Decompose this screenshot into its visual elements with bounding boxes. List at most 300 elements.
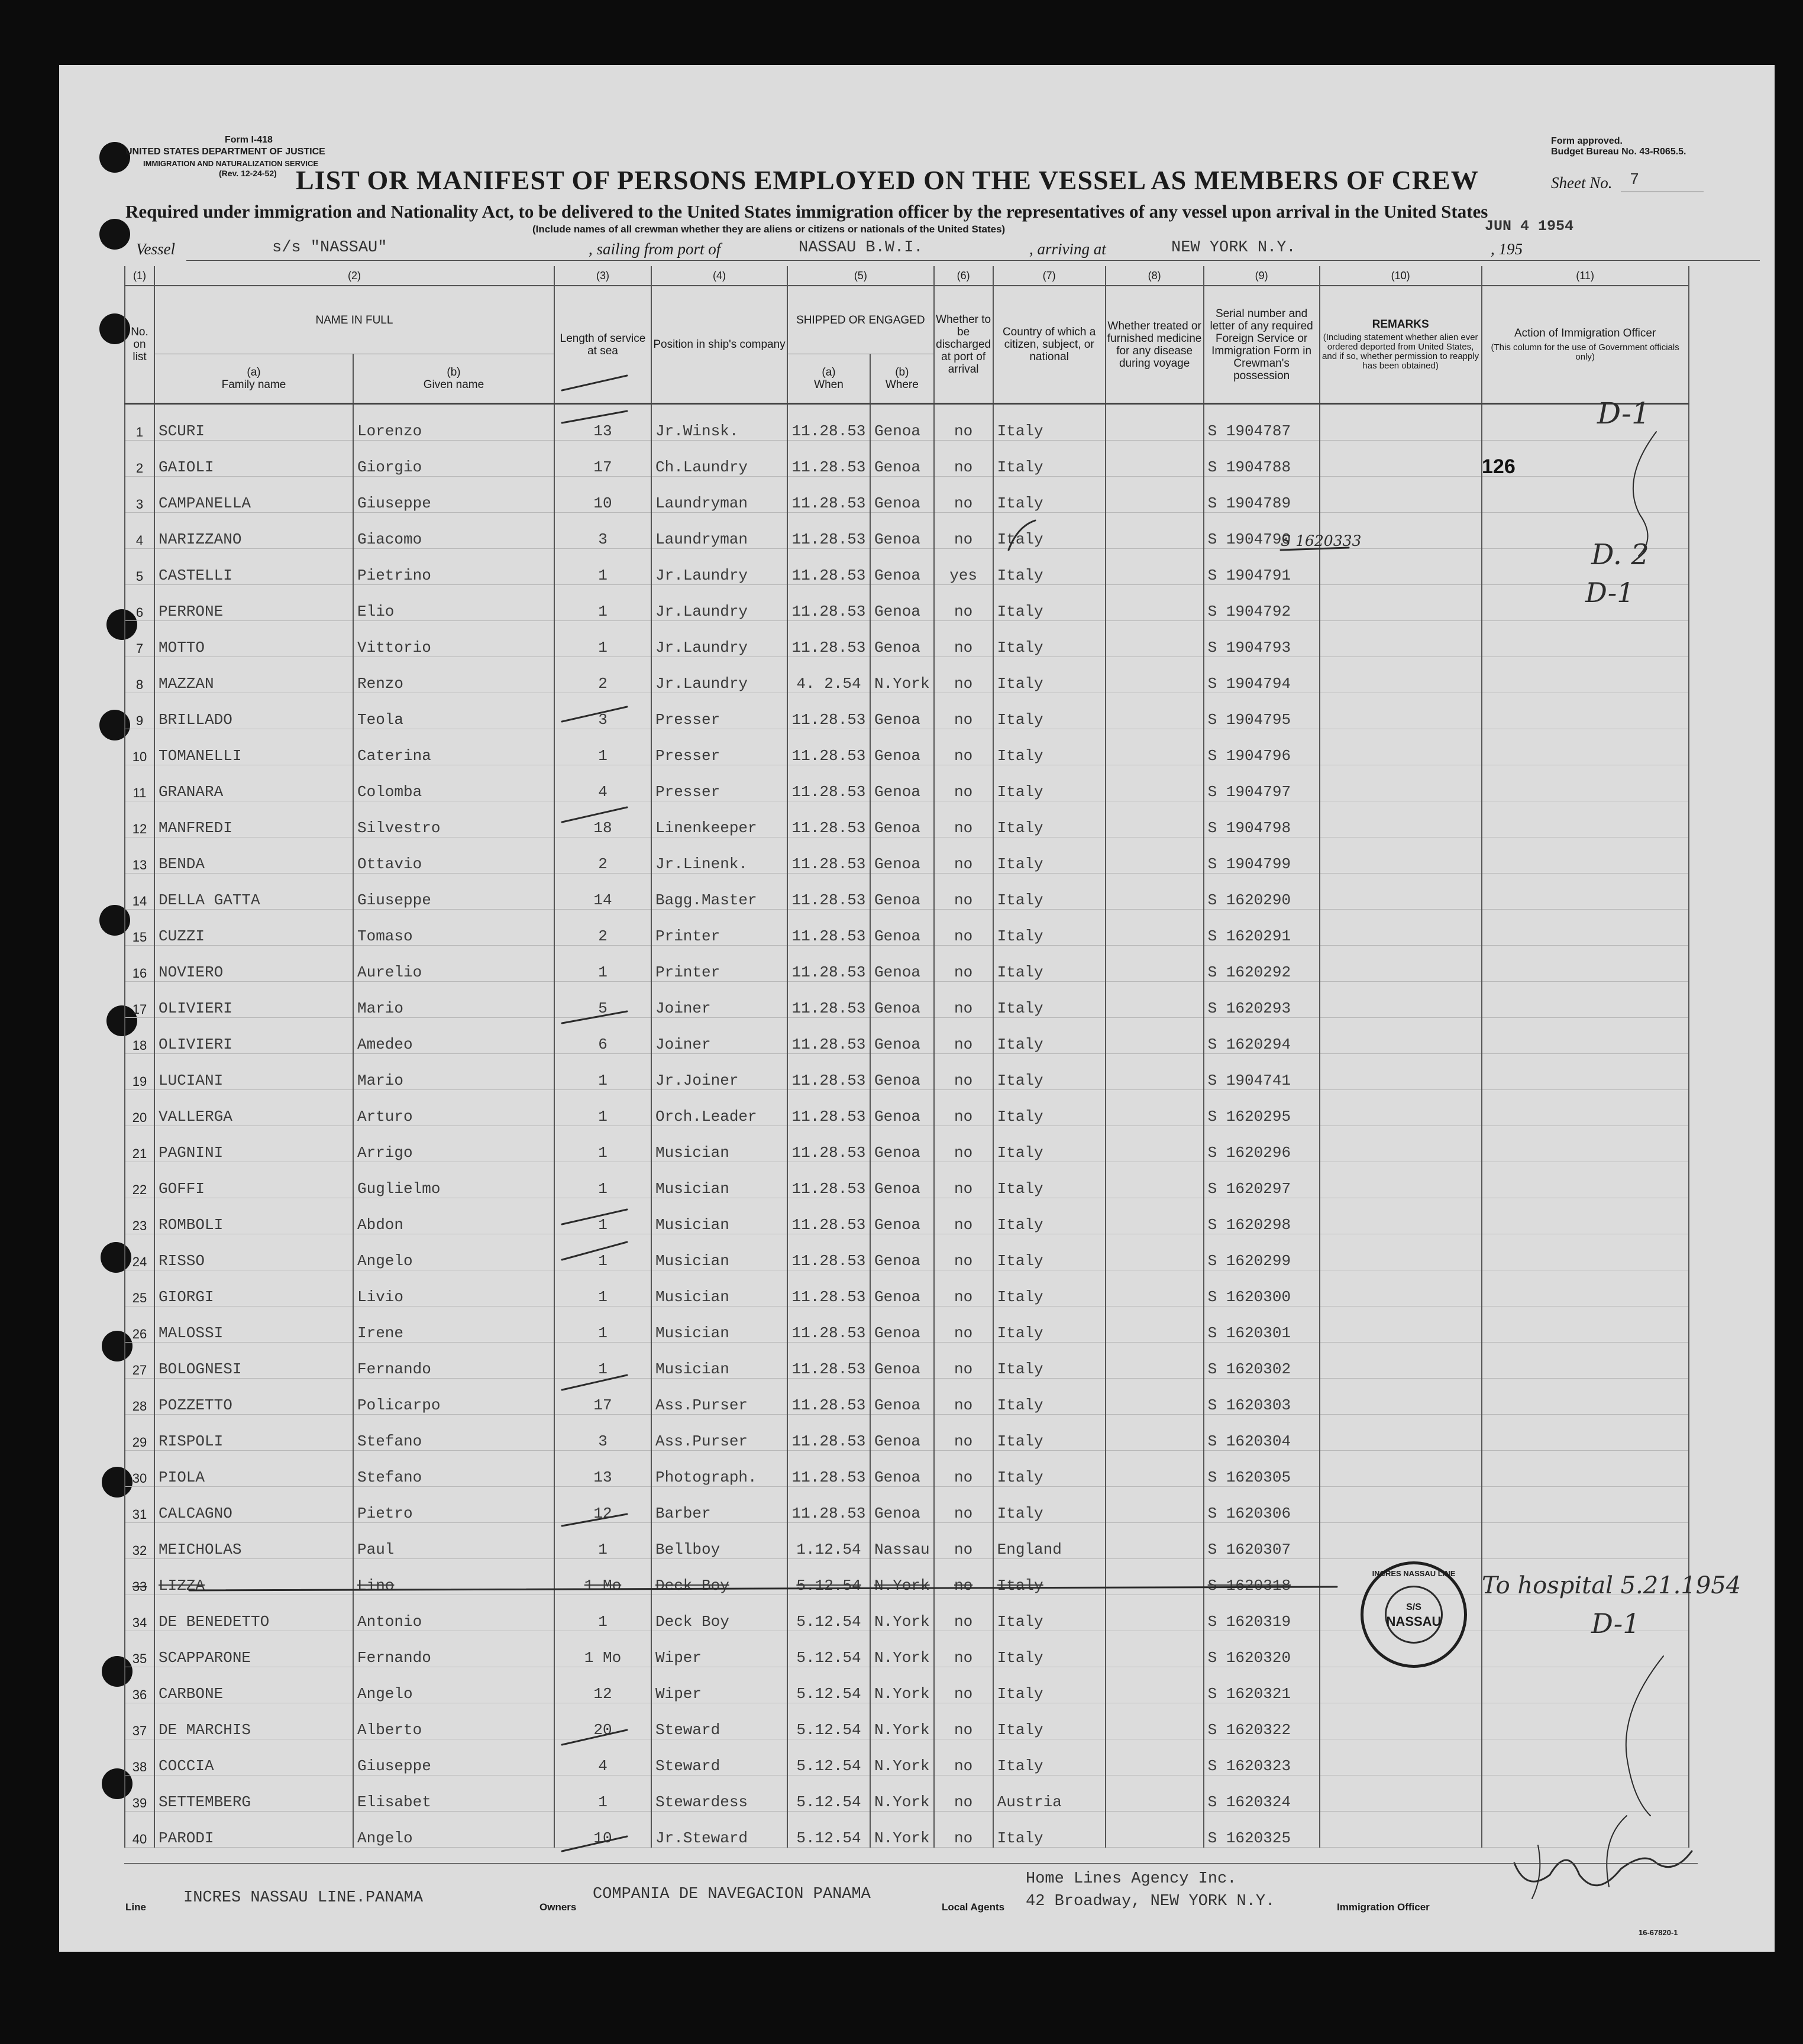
cell-given-name: Paul: [353, 1523, 554, 1559]
cell-country: Italy: [993, 1343, 1106, 1379]
header-position: Position in ship's company: [651, 286, 787, 404]
cell-length-of-service: 1: [554, 729, 651, 765]
cell-discharged: no: [934, 1379, 993, 1415]
cell-row-number: 3: [125, 477, 154, 513]
cell-country: Italy: [993, 1198, 1106, 1234]
cell-family-name: NOVIERO: [154, 946, 353, 982]
cell-given-name: Arturo: [353, 1090, 554, 1126]
page-subtitle: Required under immigration and Nationality Act, to be delivered to the United States immigration officer by the representatives of any vessel upon arrival in the United States: [125, 201, 1488, 222]
cell-shipped-when: 11.28.53: [787, 585, 870, 621]
cell-row-number: 39: [125, 1775, 154, 1812]
cell-given-name: Pietro: [353, 1487, 554, 1523]
cell-shipped-where: Genoa: [870, 1415, 934, 1451]
col-num-10: (10): [1320, 266, 1482, 286]
cell-discharged: no: [934, 1162, 993, 1198]
cell-given-name: Amedeo: [353, 1018, 554, 1054]
cell-position: Jr.Laundry: [651, 621, 787, 657]
col-num-8: (8): [1106, 266, 1204, 286]
cell-family-name: GRANARA: [154, 765, 353, 801]
cell-given-name: Fernando: [353, 1343, 554, 1379]
cell-position: Printer: [651, 910, 787, 946]
cell-given-name: Alberto: [353, 1703, 554, 1739]
cell-shipped-where: Genoa: [870, 874, 934, 910]
cell-shipped-when: 11.28.53: [787, 404, 870, 441]
cell-given-name: Livio: [353, 1270, 554, 1306]
cell-serial-number: S 1904798: [1204, 801, 1320, 837]
cell-shipped-where: N.York: [870, 1703, 934, 1739]
cell-family-name: CASTELLI: [154, 549, 353, 585]
action-d1-row1: D-1: [1597, 396, 1650, 431]
cell-position: Presser: [651, 693, 787, 729]
cell-country: Italy: [993, 1090, 1106, 1126]
sailing-label: , sailing from port of: [589, 240, 721, 258]
cell-country: Italy: [993, 729, 1106, 765]
cell-country: Italy: [993, 549, 1106, 585]
cell-discharged: no: [934, 1054, 993, 1090]
cell-length-of-service: 13: [554, 1451, 651, 1487]
revision-date: (Rev. 12-24-52): [219, 169, 277, 178]
cell-shipped-where: N.York: [870, 1559, 934, 1595]
vessel-name: s/s "NASSAU": [272, 239, 387, 257]
cell-shipped-where: Genoa: [870, 477, 934, 513]
cell-family-name: SETTEMBERG: [154, 1775, 353, 1812]
stamp-center-main: NASSAU: [1386, 1614, 1442, 1629]
cell-shipped-where: Genoa: [870, 693, 934, 729]
cell-shipped-where: N.York: [870, 657, 934, 693]
cell-country: England: [993, 1523, 1106, 1559]
cell-family-name: LIZZA: [154, 1559, 353, 1595]
cell-given-name: Irene: [353, 1306, 554, 1343]
cell-length-of-service: 1 Mo: [554, 1631, 651, 1667]
cell-discharged: no: [934, 1018, 993, 1054]
cell-discharged: no: [934, 1198, 993, 1234]
cell-position: Barber: [651, 1487, 787, 1523]
agents-line1: Home Lines Agency Inc.: [1026, 1870, 1237, 1888]
agents-line2: 42 Broadway, NEW YORK N.Y.: [1026, 1893, 1275, 1910]
cell-length-of-service: 4: [554, 765, 651, 801]
cell-shipped-when: 5.12.54: [787, 1667, 870, 1703]
cell-row-number: 36: [125, 1667, 154, 1703]
cell-position: Stewardess: [651, 1775, 787, 1812]
cell-family-name: MOTTO: [154, 621, 353, 657]
cell-given-name: Giuseppe: [353, 874, 554, 910]
cell-family-name: NARIZZANO: [154, 513, 353, 549]
cell-given-name: Teola: [353, 693, 554, 729]
cell-serial-number: S 1620303: [1204, 1379, 1320, 1415]
cell-row-number: 25: [125, 1270, 154, 1306]
cell-row-number: 21: [125, 1126, 154, 1162]
cell-length-of-service: 10: [554, 1812, 651, 1848]
cell-given-name: Pietrino: [353, 549, 554, 585]
cell-discharged: no: [934, 801, 993, 837]
cell-country: Italy: [993, 513, 1106, 549]
cell-family-name: TOMANELLI: [154, 729, 353, 765]
cell-country: Italy: [993, 1054, 1106, 1090]
cell-country: Italy: [993, 837, 1106, 874]
cell-serial-number: S 1904794: [1204, 657, 1320, 693]
cell-serial-number: S 1620300: [1204, 1270, 1320, 1306]
cell-row-number: 16: [125, 946, 154, 982]
cell-discharged: no: [934, 1703, 993, 1739]
footer-rule: [124, 1863, 1698, 1864]
cell-length-of-service: 17: [554, 1379, 651, 1415]
cell-family-name: BENDA: [154, 837, 353, 874]
header-remarks-title: REMARKS: [1372, 318, 1429, 331]
cell-given-name: Vittorio: [353, 621, 554, 657]
header-given-name: (b) Given name: [353, 354, 554, 404]
cell-shipped-where: Genoa: [870, 404, 934, 441]
cell-given-name: Arrigo: [353, 1126, 554, 1162]
cell-shipped-where: Genoa: [870, 729, 934, 765]
cell-shipped-when: 11.28.53: [787, 1198, 870, 1234]
cell-shipped-where: Genoa: [870, 1487, 934, 1523]
cell-given-name: Stefano: [353, 1451, 554, 1487]
cell-length-of-service: 4: [554, 1739, 651, 1775]
cell-shipped-when: 5.12.54: [787, 1595, 870, 1631]
cell-discharged: no: [934, 1090, 993, 1126]
cell-position: Musician: [651, 1270, 787, 1306]
cell-length-of-service: 3: [554, 1415, 651, 1451]
cell-family-name: OLIVIERI: [154, 982, 353, 1018]
cell-country: Italy: [993, 1631, 1106, 1667]
cell-given-name: Policarpo: [353, 1379, 554, 1415]
cell-given-name: Aurelio: [353, 946, 554, 982]
cell-country: Italy: [993, 801, 1106, 837]
cell-shipped-when: 11.28.53: [787, 1090, 870, 1126]
cell-country: Italy: [993, 404, 1106, 441]
officer-label: Immigration Officer: [1337, 1901, 1430, 1913]
cell-family-name: ROMBOLI: [154, 1198, 353, 1234]
col-num-11: (11): [1482, 266, 1689, 286]
cell-given-name: Giacomo: [353, 513, 554, 549]
cell-country: Italy: [993, 1270, 1106, 1306]
cell-length-of-service: 1: [554, 1270, 651, 1306]
cell-country: Italy: [993, 1018, 1106, 1054]
cell-serial-number: S 1620301: [1204, 1306, 1320, 1343]
col-num-4: (4): [651, 266, 787, 286]
cell-country: Italy: [993, 1703, 1106, 1739]
arrival-port: NEW YORK N.Y.: [1171, 239, 1296, 257]
action-d1-row6: D-1: [1585, 577, 1634, 609]
cell-serial-number: S 1620306: [1204, 1487, 1320, 1523]
cell-length-of-service: 1: [554, 1306, 651, 1343]
cell-country: Italy: [993, 874, 1106, 910]
col-num-3: (3): [554, 266, 651, 286]
cell-family-name: CAMPANELLA: [154, 477, 353, 513]
cell-length-of-service: 6: [554, 1018, 651, 1054]
cell-shipped-where: Genoa: [870, 1451, 934, 1487]
cell-shipped-when: 11.28.53: [787, 441, 870, 477]
cell-serial-number: S 1904791: [1204, 549, 1320, 585]
cell-shipped-where: Genoa: [870, 801, 934, 837]
cell-country: Italy: [993, 946, 1106, 982]
cell-given-name: Colomba: [353, 765, 554, 801]
cell-row-number: 15: [125, 910, 154, 946]
hospital-note: To hospital 5.21.1954: [1482, 1572, 1741, 1599]
stamp-ring-text: INCRES NASSAU LINE: [1372, 1569, 1456, 1578]
cell-given-name: Lino: [353, 1559, 554, 1595]
cell-serial-number: S 1620307: [1204, 1523, 1320, 1559]
cell-length-of-service: 13: [554, 404, 651, 441]
cell-position: Jr.Winsk.: [651, 404, 787, 441]
cell-shipped-when: 11.28.53: [787, 1451, 870, 1487]
cell-length-of-service: 3: [554, 513, 651, 549]
header-where: (b) Where: [870, 354, 934, 404]
form-approved: Form approved.: [1551, 136, 1623, 146]
cell-serial-number: S 1620302: [1204, 1343, 1320, 1379]
cell-row-number: 38: [125, 1739, 154, 1775]
cell-length-of-service: 1: [554, 1775, 651, 1812]
cell-position: Ass.Purser: [651, 1379, 787, 1415]
cell-shipped-when: 11.28.53: [787, 1343, 870, 1379]
cell-shipped-where: Genoa: [870, 946, 934, 982]
cell-family-name: GAIOLI: [154, 441, 353, 477]
cell-length-of-service: 1: [554, 549, 651, 585]
cell-row-number: 34: [125, 1595, 154, 1631]
header-country: Country of which a citizen, subject, or national: [993, 286, 1106, 404]
cell-row-number: 26: [125, 1306, 154, 1343]
cell-serial-number: S 1620325: [1204, 1812, 1320, 1848]
cell-shipped-where: Genoa: [870, 513, 934, 549]
cell-length-of-service: 1: [554, 1343, 651, 1379]
cell-shipped-where: Genoa: [870, 441, 934, 477]
cell-family-name: RISPOLI: [154, 1415, 353, 1451]
cell-row-number: 35: [125, 1631, 154, 1667]
cell-discharged: no: [934, 585, 993, 621]
cell-family-name: RISSO: [154, 1234, 353, 1270]
cell-position: Jr.Laundry: [651, 549, 787, 585]
header-medicine: Whether treated or furnished medicine for any disease during voyage: [1106, 286, 1204, 404]
cell-shipped-where: Genoa: [870, 837, 934, 874]
cell-family-name: BOLOGNESI: [154, 1343, 353, 1379]
cell-country: Italy: [993, 585, 1106, 621]
cell-row-number: 37: [125, 1703, 154, 1739]
cell-serial-number: S 1620318: [1204, 1559, 1320, 1595]
cell-length-of-service: 12: [554, 1487, 651, 1523]
cell-serial-number: S 1620295: [1204, 1090, 1320, 1126]
cell-shipped-when: 11.28.53: [787, 549, 870, 585]
cell-country: Italy: [993, 441, 1106, 477]
line-label: Line: [125, 1901, 146, 1913]
cell-serial-number: S 1904741: [1204, 1054, 1320, 1090]
cell-shipped-when: 11.28.53: [787, 837, 870, 874]
cell-discharged: no: [934, 404, 993, 441]
cell-family-name: CALCAGNO: [154, 1487, 353, 1523]
cell-shipped-where: Genoa: [870, 1162, 934, 1198]
cell-row-number: 12: [125, 801, 154, 837]
cell-length-of-service: 1: [554, 1090, 651, 1126]
cell-length-of-service: 3: [554, 693, 651, 729]
owners-label: Owners: [539, 1901, 577, 1913]
cell-position: Musician: [651, 1234, 787, 1270]
cell-shipped-when: 11.28.53: [787, 1054, 870, 1090]
cell-shipped-where: Genoa: [870, 1234, 934, 1270]
cell-shipped-when: 1.12.54: [787, 1523, 870, 1559]
col-num-9: (9): [1204, 266, 1320, 286]
cell-discharged: no: [934, 910, 993, 946]
cell-serial-number: S 1904789: [1204, 477, 1320, 513]
cell-position: Laundryman: [651, 513, 787, 549]
cell-position: Deck Boy: [651, 1595, 787, 1631]
manifest-sheet: [59, 65, 1775, 1952]
cell-shipped-where: N.York: [870, 1631, 934, 1667]
remarks-number: 126: [1482, 455, 1516, 478]
cell-serial-number: S 1620304: [1204, 1415, 1320, 1451]
cell-serial-number: S 1620320: [1204, 1631, 1320, 1667]
sailing-port: NASSAU B.W.I.: [799, 239, 923, 257]
cell-position: Wiper: [651, 1667, 787, 1703]
cell-length-of-service: 1 Mo: [554, 1559, 651, 1595]
cell-row-number: 22: [125, 1162, 154, 1198]
cell-family-name: GIORGI: [154, 1270, 353, 1306]
cell-family-name: POZZETTO: [154, 1379, 353, 1415]
include-note: (Include names of all crewman whether they are aliens or citizens or nationals of the United States): [532, 224, 1006, 235]
cell-serial-number: S 1620299: [1204, 1234, 1320, 1270]
arriving-label: , arriving at: [1029, 240, 1106, 258]
cell-position: Presser: [651, 765, 787, 801]
cell-discharged: no: [934, 513, 993, 549]
cell-length-of-service: 12: [554, 1667, 651, 1703]
cell-given-name: Elio: [353, 585, 554, 621]
cell-discharged: no: [934, 1451, 993, 1487]
cell-discharged: no: [934, 837, 993, 874]
serial-correction: S 1620333: [1281, 532, 1362, 549]
header-length-service: Length of service at sea: [554, 286, 651, 404]
cell-family-name: COCCIA: [154, 1739, 353, 1775]
cell-country: Italy: [993, 765, 1106, 801]
cell-serial-number: S 1904788: [1204, 441, 1320, 477]
cell-discharged: no: [934, 1343, 993, 1379]
action-d2-row5: D. 2: [1591, 538, 1649, 571]
cell-discharged: no: [934, 1775, 993, 1812]
cell-serial-number: S 1620290: [1204, 874, 1320, 910]
cell-position: Laundryman: [651, 477, 787, 513]
cell-discharged: no: [934, 1306, 993, 1343]
cell-shipped-when: 11.28.53: [787, 1415, 870, 1451]
cell-length-of-service: 10: [554, 477, 651, 513]
cell-position: Jr.Linenk.: [651, 837, 787, 874]
cell-given-name: Angelo: [353, 1234, 554, 1270]
cell-length-of-service: 18: [554, 801, 651, 837]
cell-position: Presser: [651, 729, 787, 765]
page-title: LIST OR MANIFEST OF PERSONS EMPLOYED ON THE VESSEL AS MEMBERS OF CREW: [296, 165, 1479, 195]
ink-marks: [59, 65, 1775, 1952]
cell-position: Ch.Laundry: [651, 441, 787, 477]
cell-position: Ass.Purser: [651, 1415, 787, 1451]
cell-shipped-where: Genoa: [870, 765, 934, 801]
cell-length-of-service: 1: [554, 1126, 651, 1162]
cell-shipped-when: 5.12.54: [787, 1631, 870, 1667]
cell-row-number: 18: [125, 1018, 154, 1054]
cell-serial-number: S 1620296: [1204, 1126, 1320, 1162]
cell-position: Musician: [651, 1198, 787, 1234]
cell-shipped-where: Genoa: [870, 1306, 934, 1343]
cell-position: Steward: [651, 1739, 787, 1775]
cell-discharged: no: [934, 1812, 993, 1848]
cell-shipped-where: Genoa: [870, 1018, 934, 1054]
sheet-number: 7: [1630, 172, 1640, 189]
header-no-on-list: No. on list: [125, 286, 154, 404]
cell-row-number: 14: [125, 874, 154, 910]
cell-shipped-where: N.York: [870, 1739, 934, 1775]
cell-given-name: Fernando: [353, 1631, 554, 1667]
cell-serial-number: S 1904793: [1204, 621, 1320, 657]
cell-row-number: 20: [125, 1090, 154, 1126]
header-discharged: Whether to be discharged at port of arrival: [934, 286, 993, 404]
header-serial: Serial number and letter of any required Foreign Service or Immigration Form in Crewman's possession: [1204, 286, 1320, 404]
cell-discharged: no: [934, 1415, 993, 1451]
cell-shipped-when: 5.12.54: [787, 1559, 870, 1595]
cell-position: Jr.Laundry: [651, 585, 787, 621]
cell-serial-number: S 1904790: [1204, 513, 1320, 549]
cell-serial-number: S 1620321: [1204, 1667, 1320, 1703]
cell-row-number: 33: [125, 1559, 154, 1595]
cell-given-name: Elisabet: [353, 1775, 554, 1812]
cell-row-number: 23: [125, 1198, 154, 1234]
form-code: 16-67820-1: [1639, 1928, 1678, 1937]
cell-serial-number: S 1620322: [1204, 1703, 1320, 1739]
date-stamp: JUN 4 1954: [1485, 218, 1574, 235]
cell-given-name: Lorenzo: [353, 404, 554, 441]
cell-given-name: Antonio: [353, 1595, 554, 1631]
year-suffix: , 195: [1491, 240, 1523, 258]
cell-discharged: no: [934, 1667, 993, 1703]
cell-given-name: Mario: [353, 1054, 554, 1090]
cell-position: Bellboy: [651, 1523, 787, 1559]
cell-row-number: 5: [125, 549, 154, 585]
vessel-label: Vessel: [136, 240, 175, 258]
cell-serial-number: S 1620305: [1204, 1451, 1320, 1487]
cell-given-name: Stefano: [353, 1415, 554, 1451]
cell-shipped-where: N.York: [870, 1775, 934, 1812]
cell-discharged: no: [934, 621, 993, 657]
cell-row-number: 8: [125, 657, 154, 693]
cell-serial-number: S 1620297: [1204, 1162, 1320, 1198]
cell-row-number: 2: [125, 441, 154, 477]
cell-shipped-when: 11.28.53: [787, 621, 870, 657]
cell-serial-number: S 1620293: [1204, 982, 1320, 1018]
cell-position: Musician: [651, 1162, 787, 1198]
cell-country: Italy: [993, 1667, 1106, 1703]
cell-length-of-service: 5: [554, 982, 651, 1018]
cell-country: Italy: [993, 1739, 1106, 1775]
cell-given-name: Giuseppe: [353, 477, 554, 513]
cell-position: Musician: [651, 1343, 787, 1379]
cell-row-number: 30: [125, 1451, 154, 1487]
cell-shipped-when: 5.12.54: [787, 1812, 870, 1848]
header-name-in-full: NAME IN FULL: [154, 286, 554, 354]
cell-discharged: no: [934, 1523, 993, 1559]
cell-shipped-where: Genoa: [870, 585, 934, 621]
cell-shipped-where: N.York: [870, 1667, 934, 1703]
cell-family-name: DELLA GATTA: [154, 874, 353, 910]
cell-country: Austria: [993, 1775, 1106, 1812]
cell-given-name: Giuseppe: [353, 1739, 554, 1775]
cell-shipped-when: 11.28.53: [787, 982, 870, 1018]
agents-label: Local Agents: [942, 1901, 1005, 1913]
cell-serial-number: S 1904792: [1204, 585, 1320, 621]
cell-given-name: Silvestro: [353, 801, 554, 837]
cell-serial-number: S 1904797: [1204, 765, 1320, 801]
line-value: INCRES NASSAU LINE.PANAMA: [183, 1889, 424, 1907]
cell-shipped-when: 5.12.54: [787, 1775, 870, 1812]
cell-discharged: no: [934, 874, 993, 910]
cell-position: Jr.Joiner: [651, 1054, 787, 1090]
budget-bureau-no: Budget Bureau No. 43-R065.5.: [1551, 147, 1686, 157]
cell-family-name: CUZZI: [154, 910, 353, 946]
cell-given-name: Caterina: [353, 729, 554, 765]
cell-shipped-when: 11.28.53: [787, 1306, 870, 1343]
